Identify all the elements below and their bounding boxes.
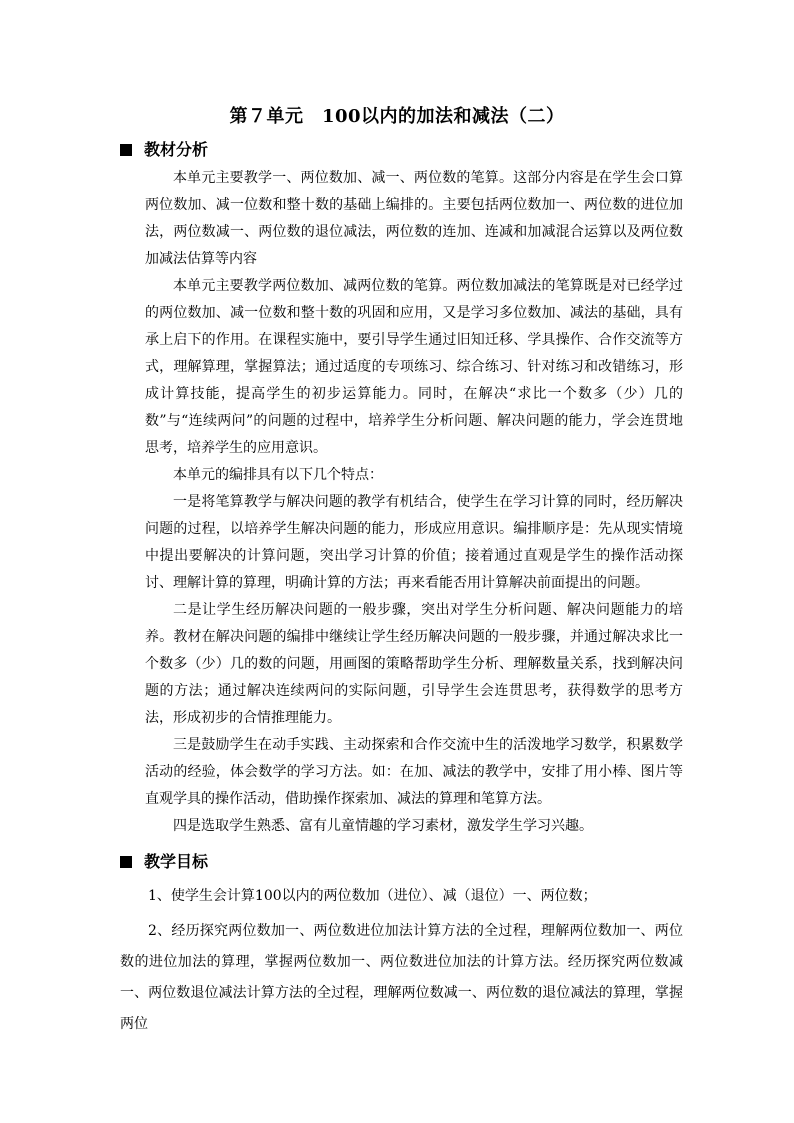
square-bullet-icon: [120, 144, 132, 156]
section-heading-goals: [120, 851, 208, 873]
paragraph: 三是鼓励学生在动手实践、主动探索和合作交流中生的活泼地学习数学，积累数学活动的经验，体会数学的学习方法。如：在加、减法的教学中，安排了用小棒、图片等直观学具的操作活动，借助操作探索加、减法的算理和笔算方法。: [145, 737, 683, 807]
analysis-body: [145, 165, 683, 840]
section-heading-label: 教材分析: [144, 140, 209, 159]
paragraph: 本单元的编排具有以下几个特点：: [173, 467, 383, 483]
page-title: 第７单元 100以内的加法和减法（二）: [229, 106, 565, 127]
paragraph: 二是让学生经历解决问题的一般步骤，突出对学生分析问题、解决问题能力的培养。教材在解决问题的编排中继续让学生经历解决问题的一般步骤，并通过解决求比一个数多（少）几的数的问题，用画图的策略帮助学生分析、理解数量关系，找到解决问题的方法；通过解决连续两问的实际问题，引导学生会连贯思考，获得数学的思考方法，形成初步的合情推理能力。: [145, 602, 683, 726]
square-bullet-icon: [120, 856, 132, 868]
section-heading-label: 教学目标: [144, 852, 209, 871]
paragraph: 本单元主要教学两位数加、减两位数的笔算。两位数加减法的笔算既是对已经学过的两位数加、减一位数和整十数的巩固和应用，又是学习多位数加、减法的基础，具有承上启下的作用。在课程实施中，要引导学生通过旧知迁移、学具操作、合作交流等方式，理解算理，掌握算法；通过适度的专项练习、综合练习、针对练习和改错练习，形成计算技能，提高学生的初步运算能力。同时，在解决“求比一个数多（少）几的数”与“连续两问”的问题的过程中，培养学生分析问题、解决问题的能力，学会连贯地思考，培养学生的应用意识。: [145, 278, 683, 456]
paragraph: 四是选取学生熟悉、富有儿童情趣的学习素材，激发学生学习兴趣。: [173, 818, 593, 834]
paragraph: 本单元主要教学一、两位数加、减一、两位数的笔算。这部分内容是在学生会口算两位数加、减一位数和整十数的基础上编排的。主要包括两位数加一、两位数的进位加法，两位数减一、两位数的退位减法，两位数的连加、连减和加减混合运算以及两位数加减法估算等内容: [145, 170, 683, 267]
goals-body: [120, 881, 683, 1044]
goal-item: 2、经历探究两位数加一、两位数进位加法计算方法的全过程，理解两位数加一、两位数的进位加法的算理，掌握两位数加一、两位数进位加法的计算方法。经历探究两位数减一、两位数退位减法计算方法的全过程，理解两位数减一、两位数的退位减法的算理，掌握两位: [120, 923, 683, 1032]
paragraph: 一是将笔算教学与解决问题的教学有机结合，使学生在学习计算的同时，经历解决问题的过程，以培养学生解决问题的能力，形成应用意识。编排顺序是：先从现实情境中提出要解决的计算问题，突出学习计算的价值；接着通过直观是学生的操作活动探讨、理解计算的算理，明确计算的方法；再来看能否用计算解决前面提出的问题。: [145, 494, 683, 591]
goal-item: 1、使学生会计算100以内的两位数加（进位）、减（退位）一、两位数；: [148, 888, 597, 904]
section-heading-analysis: [120, 139, 208, 161]
